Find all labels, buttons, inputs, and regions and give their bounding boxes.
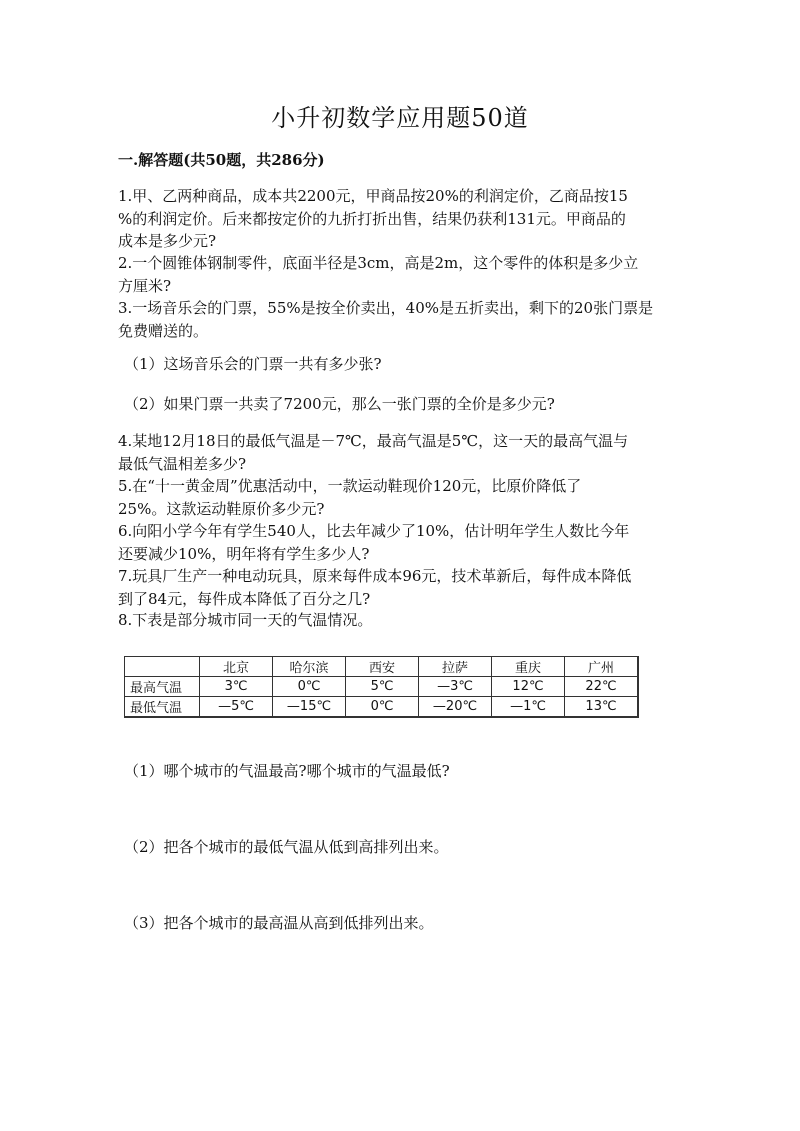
table-cell: 0℃ — [273, 677, 346, 697]
question-5 — [118, 475, 688, 520]
city-header: 西安 — [346, 657, 419, 677]
city-header: 北京 — [200, 657, 273, 677]
question-line: 3.一场音乐会的门票，55%是按全价卖出，40%是五折卖出，剩下的20张门票是 — [118, 299, 654, 317]
question-line: 4.某地12月18日的最低气温是－7℃，最高气温是5℃，这一天的最高气温与 — [118, 432, 629, 450]
question-7 — [118, 565, 688, 610]
question-8-sub-3: （3）把各个城市的最高温从高到低排列出来。 — [124, 914, 434, 932]
question-line: 到了84元，每件成本降低了百分之几? — [118, 589, 371, 608]
city-header: 拉萨 — [419, 657, 492, 677]
table-header-row — [125, 657, 639, 677]
question-8 — [118, 609, 688, 632]
table-cell: 13℃ — [565, 697, 639, 718]
question-line: 免费赠送的。 — [118, 321, 209, 340]
table-corner-cell — [125, 657, 200, 677]
question-4 — [118, 430, 688, 475]
city-header: 重庆 — [492, 657, 565, 677]
question-3 — [118, 297, 688, 342]
row-label-low: 最低气温 — [125, 697, 200, 718]
question-line: 5.在“十一黄金周”优惠活动中，一款运动鞋现价120元，比原价降低了 — [118, 477, 582, 495]
question-1 — [118, 185, 688, 253]
question-line: 6.向阳小学今年有学生540人，比去年减少了10%，估计明年学生人数比今年 — [118, 522, 630, 540]
table-cell: 12℃ — [492, 677, 565, 697]
table-cell: 5℃ — [346, 677, 419, 697]
question-line: 方厘米? — [118, 276, 172, 295]
row-label-high: 最高气温 — [125, 677, 200, 697]
question-line: 2.一个圆锥体钢制零件，底面半径是3cm，高是2m，这个零件的体积是多少立 — [118, 254, 639, 272]
question-line: 还要减少10%，明年将有学生多少人? — [118, 544, 370, 563]
question-3-sub-2: （2）如果门票一共卖了7200元，那么一张门票的全价是多少元? — [124, 395, 555, 413]
question-line: 成本是多少元? — [118, 232, 217, 250]
question-line: 最低气温相差多少? — [118, 454, 247, 473]
temperature-table — [124, 656, 639, 718]
table-cell: 0℃ — [346, 697, 419, 718]
table-cell: 22℃ — [565, 677, 639, 697]
question-8-sub-1: （1）哪个城市的气温最高?哪个城市的气温最低? — [124, 762, 450, 780]
table-cell: —3℃ — [419, 677, 492, 697]
question-line: %的利润定价。后来都按定价的九折打折出售，结果仍获利131元。甲商品的 — [118, 209, 626, 228]
question-6 — [118, 520, 688, 565]
question-line: 25%。这款运动鞋原价多少元? — [118, 499, 325, 518]
table-cell: —5℃ — [200, 697, 273, 718]
table-row-low — [125, 697, 639, 718]
section-heading: 一.解答题(共50题，共286分) — [118, 151, 325, 169]
table-cell: —15℃ — [273, 697, 346, 718]
question-2 — [118, 252, 688, 297]
question-8-sub-2: （2）把各个城市的最低气温从低到高排列出来。 — [124, 838, 449, 856]
temperature-table-wrap — [124, 656, 639, 718]
question-line: 7.玩具厂生产一种电动玩具，原来每件成本96元，技术革新后，每件成本降低 — [118, 567, 632, 585]
page-title: 小升初数学应用题50道 — [271, 104, 529, 132]
table-cell: —20℃ — [419, 697, 492, 718]
table-cell: 3℃ — [200, 677, 273, 697]
question-line: 1.甲、乙两种商品，成本共2200元，甲商品按20%的利润定价，乙商品按15 — [118, 187, 628, 205]
question-line: 8.下表是部分城市同一天的气温情况。 — [118, 611, 373, 629]
city-header: 广州 — [565, 657, 639, 677]
table-row-high — [125, 677, 639, 697]
table-cell: —1℃ — [492, 697, 565, 718]
question-3-sub-1: （1）这场音乐会的门票一共有多少张? — [124, 355, 382, 373]
city-header: 哈尔滨 — [273, 657, 346, 677]
